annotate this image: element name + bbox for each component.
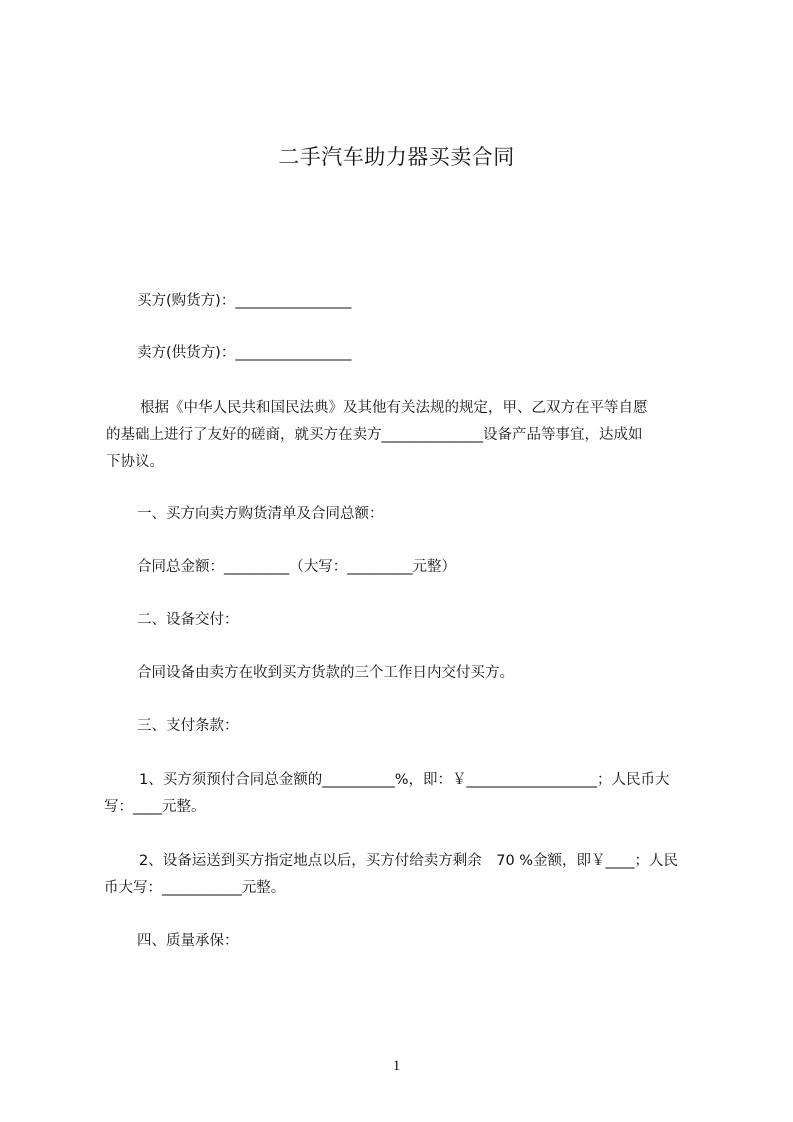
section-1-heading: 一、买方向卖方购货清单及合同总额： (137, 506, 384, 522)
intro-line-1: 根据《中华人民共和国民法典》及其他有关法规的规定，甲、乙双方在平等自愿 (140, 400, 648, 416)
intro-line-2: 的基础上进行了友好的磋商，就买方在卖方______________设备产品等事宜，达成如 (106, 427, 643, 443)
section-4-heading: 四、质量承保： (137, 933, 239, 949)
payment-2-line-1: 2、设备运送到买方指定地点以后，买方付给卖方剩余 70 %金额，即￥____；人民 (139, 853, 679, 869)
page-number: 1 (392, 1058, 401, 1074)
seller-line: 卖方(供货方)：________________ (137, 345, 352, 361)
payment-1-line-1: 1、买方须预付合同总金额的__________%，即：￥__________________；人民币大 (139, 772, 670, 788)
section-3-heading: 三、支付条款： (137, 718, 239, 734)
payment-2-line-2: 币大写：___________元整。 (104, 880, 286, 896)
intro-line-3: 下协议。 (106, 454, 164, 470)
total-amount-line: 合同总金额：_________（大写：_________元整） (137, 559, 456, 575)
buyer-line: 买方(购货方)：________________ (137, 293, 352, 309)
delivery-text: 合同设备由卖方在收到买方货款的三个工作日内交付买方。 (137, 665, 514, 681)
document-title: 二手汽车助力器买卖合同 (278, 145, 515, 169)
section-2-heading: 二、设备交付： (137, 612, 239, 628)
payment-1-line-2: 写：____元整。 (104, 799, 206, 815)
